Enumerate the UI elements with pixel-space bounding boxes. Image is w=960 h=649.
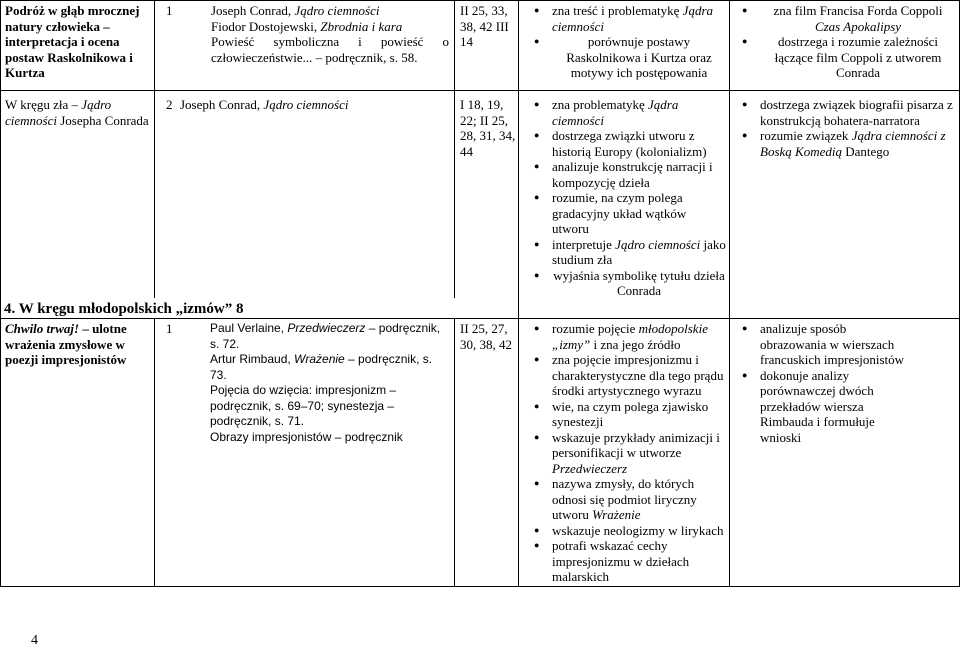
refs-cell-2: I 18, 19, 22; II 25, 28, 31, 34, 44 <box>460 97 516 159</box>
list-item: ● zna pojęcie impresjonizmu i charakterystyczne dla tego prądu środki artystycznego wyrazu <box>530 352 726 399</box>
list-item: ● analizuje sposób obrazowania w wierszach francuskich impresjonistów <box>738 321 913 368</box>
list-item: ● nazywa zmysły, do których odnosi się podmiot liryczny utworu Wrażenie <box>530 476 726 523</box>
list-item: ● analizuje konstrukcję narracji i kompozycję dzieła <box>530 159 726 190</box>
reading-item: Artur Rimbaud, Wrażenie – podręcznik, s. 73. <box>210 352 433 382</box>
refs-cell-1: II 25, 33, 38, 42 III 14 <box>460 3 509 49</box>
list-item: ● zna film Francisa Forda Coppoli Czas Apokalipsy <box>738 3 956 34</box>
topic-text: Podróż w głąb mrocznej natury człowieka – interpretacja i ocena postaw Raskolnikowa i Kurtza <box>5 3 140 80</box>
list-item: ● dostrzega i rozumie zależności łączące film Coppoli z utworem Conrada <box>738 34 956 81</box>
section-heading: 4. W kręgu młodopolskich „izmów” 8 <box>4 301 244 317</box>
hours-cell-3: 1 <box>166 321 173 336</box>
list-item: ● dokonuje analizy porównawczej dwóch przekładów wiersza Rimbauda i formułuje wnioski <box>738 368 913 446</box>
list-item: ● zna treść i problematykę Jądra ciemności <box>530 3 726 34</box>
reading-item: Paul Verlaine, Przedwieczerz – podręcznik, s. 72. <box>210 321 441 351</box>
extended-requirements-3 <box>738 321 913 445</box>
extended-requirements-1 <box>738 3 956 81</box>
list-item: ● potrafi wskazać cechy impresjonizmu w dziełach malarskich <box>530 538 726 585</box>
list-item: ● wskazuje przykłady animizacji i personifikacji w utworze Przedwieczerz <box>530 430 726 477</box>
hours-cell-1: 1 <box>166 3 173 18</box>
reading-item: Pojęcia do wzięcia: impresjonizm – podręcznik, s. 69–70; synestezja – podręcznik, s. 71. <box>210 383 397 428</box>
reading-item: Fiodor Dostojewski, Zbrodnia i kara <box>211 18 403 34</box>
extended-requirements-2 <box>738 97 956 159</box>
readings-cell-2 <box>180 97 450 113</box>
topic-cell-3: Chwilo trwaj! – ulotne wrażenia zmysłowe w poezji impresjonistów <box>5 321 127 367</box>
reading-item: Obrazy impresjonistów – podręcznik <box>210 429 403 444</box>
reading-item: Joseph Conrad, Jądro ciemności <box>211 3 380 18</box>
list-item: ● porównuje postawy Raskolnikowa i Kurtza oraz motywy ich postępowania <box>530 34 726 81</box>
list-item: ● wyjaśnia symbolikę tytułu dzieła Conrada <box>530 268 726 299</box>
reading-item: Joseph Conrad, Jądro ciemności <box>180 97 349 112</box>
hours-cell-2: 2 <box>166 97 173 112</box>
list-item: ● rozumie związek Jądra ciemności z Boską Komedią Dantego <box>738 128 956 159</box>
list-item: ● zna problematykę Jądra ciemności <box>530 97 726 128</box>
page-number: 4 <box>31 633 38 648</box>
list-item: ● dostrzega związki utworu z historią Europy (kolonializm) <box>530 128 726 159</box>
basic-requirements-2 <box>530 97 726 299</box>
list-item: ● rozumie, na czym polega gradacyjny układ wątków utworu <box>530 190 726 237</box>
readings-cell-1 <box>211 3 449 65</box>
refs-cell-3: II 25, 27, 30, 38, 42 <box>460 321 512 352</box>
readings-cell-3 <box>210 321 450 445</box>
reading-item: Powieść symboliczna i powieść o człowieczeństwie... – podręcznik, s. 58. <box>211 34 449 65</box>
basic-requirements-1 <box>530 3 726 81</box>
topic-cell-2: W kręgu zła – Jądro ciemności Josepha Conrada <box>5 97 149 128</box>
list-item: ● wie, na czym polega zjawisko synestezji <box>530 399 726 430</box>
list-item: ● interpretuje Jądro ciemności jako studium zła <box>530 237 726 268</box>
list-item: ● dostrzega związek biografii pisarza z konstrukcją bohatera-narratora <box>738 97 956 128</box>
topic-cell-1 <box>5 3 150 81</box>
list-item: ● rozumie pojęcie młodopolskie „izmy” i zna jego źródło <box>530 321 726 352</box>
list-item: ● wskazuje neologizmy w lirykach <box>530 523 726 539</box>
basic-requirements-3 <box>530 321 726 585</box>
